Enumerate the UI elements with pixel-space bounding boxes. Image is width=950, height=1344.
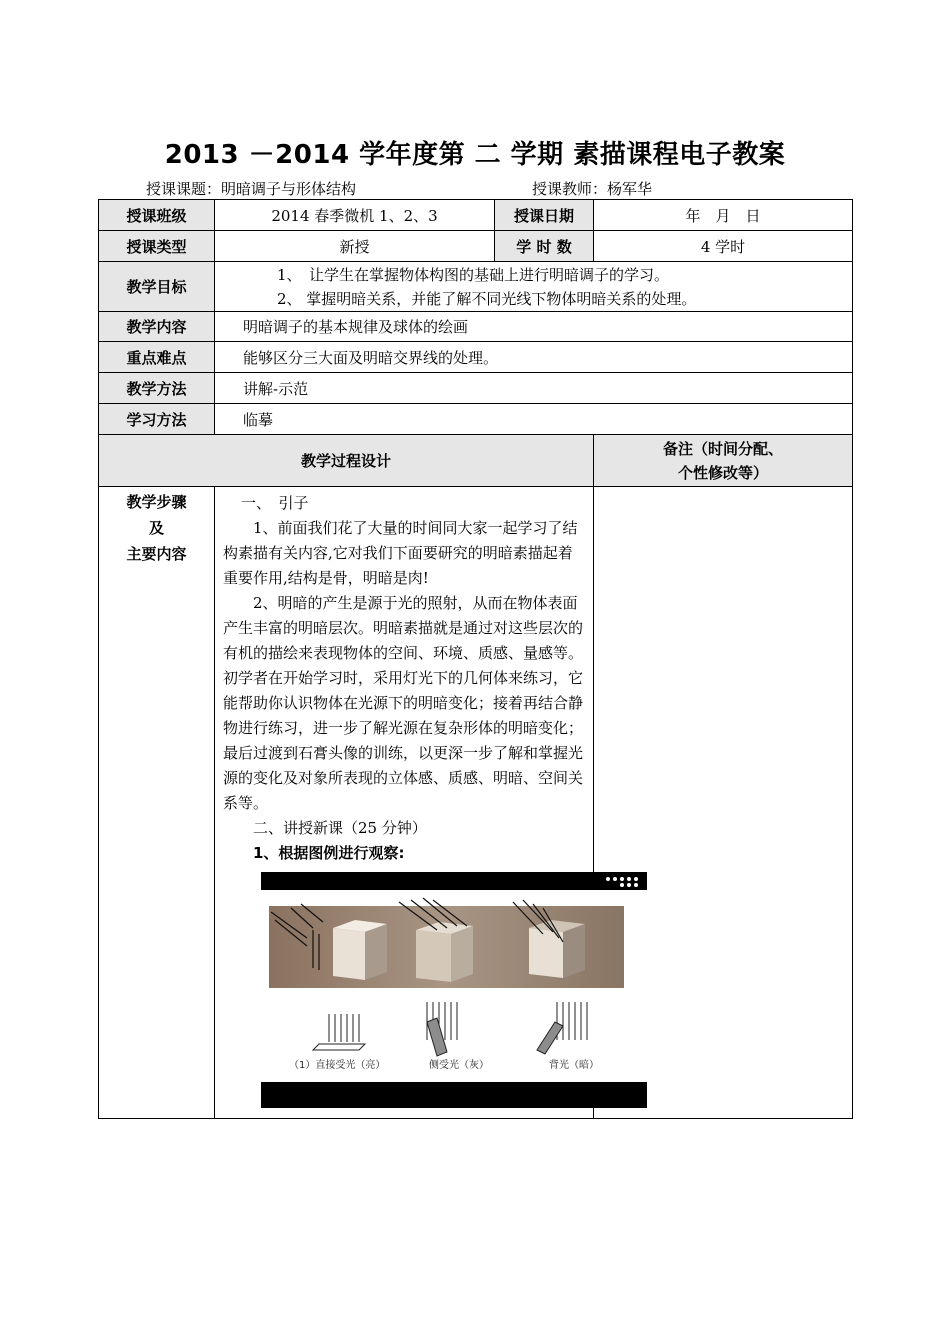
paragraph-1: 1、前面我们花了大量的时间同大家一起学习了结构素描有关内容,它对我们下面要研究的明暗素描起着重要作用,结构是骨，明暗是肉! <box>223 519 578 587</box>
caption-direct-light: （1）直接受光（亮） <box>289 1060 386 1071</box>
section-new-lesson-title: 二、讲授新课（25 分钟） <box>253 819 427 837</box>
cube-direct-light <box>333 920 387 980</box>
type-label: 授课类型 <box>99 231 215 262</box>
note-header-line-2: 个性修改等） <box>678 463 769 482</box>
row-content <box>99 312 853 342</box>
method-label: 教学方法 <box>99 373 215 404</box>
row-process-body <box>99 487 853 1119</box>
class-label: 授课班级 <box>99 200 215 231</box>
date-label: 授课日期 <box>495 200 594 231</box>
dots-icon <box>606 877 638 887</box>
steps-label <box>99 487 215 1119</box>
note-header-line-1: 备注（时间分配、 <box>663 439 784 458</box>
steps-label-line-2: 及 <box>148 519 164 537</box>
goal-item-1: 1、 让学生在掌握物体构图的基础上进行明暗调子的学习。 <box>277 265 670 284</box>
row-goal <box>99 262 853 312</box>
process-content <box>215 487 599 1119</box>
observe-subtitle: 1、根据图例进行观察: <box>253 844 405 862</box>
date-value: 年 月 日 <box>594 200 853 231</box>
caption-side-light: 侧受光（灰） <box>429 1060 489 1071</box>
hours-value: 4 学时 <box>594 231 853 262</box>
lighting-figure <box>261 872 647 1108</box>
process-header: 教学过程设计 <box>99 435 594 487</box>
row-process-header <box>99 435 853 487</box>
row-key <box>99 342 853 373</box>
row-class <box>99 200 853 231</box>
study-label: 学习方法 <box>99 404 215 435</box>
hours-label: 学 时 数 <box>495 231 594 262</box>
study-value: 临摹 <box>215 404 853 435</box>
method-value: 讲解-示范 <box>215 373 853 404</box>
goal-item-2: 2、 掌握明暗关系，并能了解不同光线下物体明暗关系的处理。 <box>277 289 697 308</box>
type-value: 新授 <box>215 231 495 262</box>
lesson-teacher: 授课教师：杨军华 <box>532 180 653 198</box>
key-label: 重点难点 <box>99 342 215 373</box>
page-title: 2013 －2014 学年度第 二 学期 素描课程电子教案 <box>164 140 786 170</box>
section-intro-title: 一、 引子 <box>241 494 309 512</box>
class-value: 2014 春季微机 1、2、3 <box>215 200 495 231</box>
lighting-illustration <box>261 872 647 1108</box>
content-label: 教学内容 <box>99 312 215 342</box>
steps-label-line-3: 主要内容 <box>126 545 187 563</box>
row-method <box>99 373 853 404</box>
paragraph-2: 2、明暗的产生是源于光的照射，从而在物体表面产生丰富的明暗层次。明暗素描就是通过对这些层次的有机的描绘来表现物体的空间、环境、质感、量感等。初学者在开始学习时，采用灯光下的几何体来练习，它能帮助你认识物体在光源下的明暗变化；接着再结合静物进行练习，进一步了解光源在复杂形体的明暗变化；最后过渡到石膏头像的训练，以更深一步了解和掌握光源的变化及对象所表现的立体感、质感、明暗、空间关系等。 <box>223 594 584 812</box>
note-header <box>594 435 853 487</box>
row-type <box>99 231 853 262</box>
caption-back-light: 背光（暗） <box>549 1060 599 1071</box>
goal-value <box>215 262 853 312</box>
content-value: 明暗调子的基本规律及球体的绘画 <box>215 312 853 342</box>
cube-side-light <box>416 922 473 982</box>
goal-label: 教学目标 <box>99 262 215 312</box>
key-value: 能够区分三大面及明暗交界线的处理。 <box>215 342 853 373</box>
lesson-topic: 授课课题：明暗调子与形体结构 <box>146 180 357 198</box>
lesson-plan-table <box>98 199 853 1119</box>
steps-label-line-1: 教学步骤 <box>126 493 187 511</box>
row-study <box>99 404 853 435</box>
